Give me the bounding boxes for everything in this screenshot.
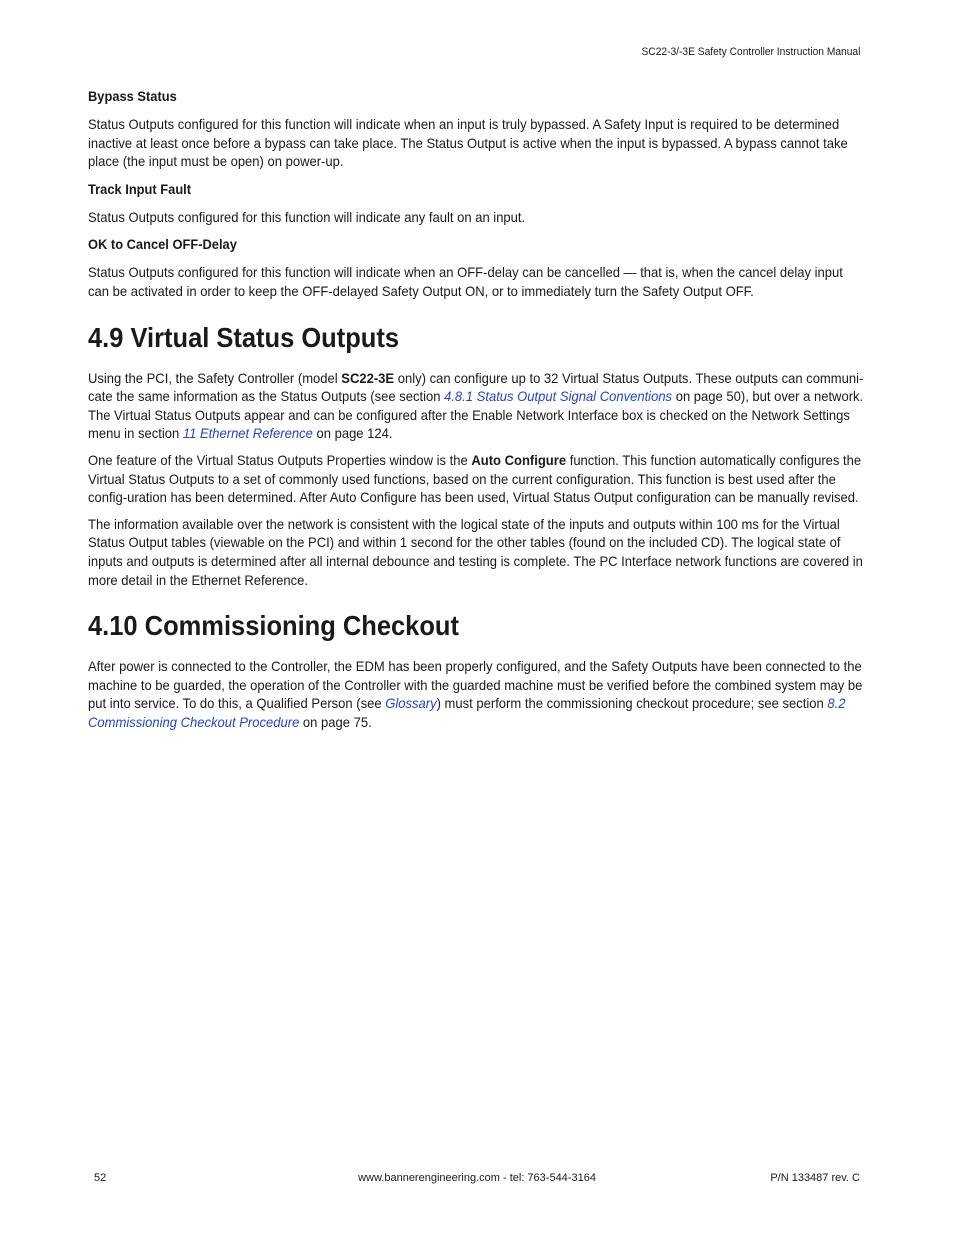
text-run: on page 124. — [312, 425, 393, 442]
auto-configure-term: Auto Configure — [471, 451, 567, 468]
footer-contact: www.bannerengineering.com - tel: 763-544-3164 — [358, 1172, 596, 1184]
page-number: 52 — [94, 1172, 107, 1184]
glossary-link[interactable]: Glossary — [385, 695, 437, 712]
track-input-fault-paragraph: Status Outputs configured for this function will indicate any fault on an input. — [88, 208, 526, 225]
virtual-status-paragraph-3: The information available over the network is consistent with the logical state of the inputs and outputs within 100 ms for the Virtual Status Output tables (viewable on the PCI) and within 1 second for the other tables (found on the included CD). The logical state of inputs and outputs is determined after all internal debounce and testing is complete. The PC Interface network functions are covered in more detail in the Ethernet Reference. — [88, 515, 863, 588]
bypass-status-paragraph: Status Outputs configured for this function will indicate when an input is truly bypassed. A Safety Input is required to be determined inactive at least once before a bypass can take place. The Status Output is active when the input is bypassed. A bypass cannot take place (the input must be open) on power-up. — [88, 116, 848, 170]
text-run: only) can configure up to 32 Virtual Status Outputs. These outputs can communi-cate the same information as the Status Outputs (see section — [88, 369, 864, 405]
virtual-status-outputs-title: 4.9 Virtual Status Outputs — [88, 321, 400, 353]
text-run: After power is connected to the Controller, the EDM has been properly configured, and the Safety Outputs have been connected to the machine to be guarded, the operation of the Controller with the guarded machine must be verified before the combined system may be put into service. To do this, a Qualified Person (see — [88, 658, 863, 712]
model-name: SC22-3E — [341, 369, 395, 386]
ok-to-cancel-paragraph: Status Outputs configured for this function will indicate when an OFF-delay can be cancelled — that is, when the cancel delay input can be activated in order to keep the OFF-delayed Safety Output ON, or to immediately turn the Safety Output OFF. — [88, 264, 843, 299]
text-run: on page 75. — [299, 713, 372, 730]
text-run: on page 50), but over a network. The Virtual Status Outputs appear and can be configured after the Enable Network Interface box is checked on the Network Settings menu in section — [88, 388, 864, 442]
text-run: Using the PCI, the Safety Controller (model — [88, 369, 342, 386]
text-run: One feature of the Virtual Status Outputs Properties window is the — [88, 451, 472, 468]
status-output-conventions-link[interactable]: 4.8.1 Status Output Signal Conventions — [444, 388, 673, 405]
commissioning-checkout-title: 4.10 Commissioning Checkout — [88, 610, 459, 642]
virtual-status-paragraph-2 — [88, 451, 867, 507]
bypass-status-heading: Bypass Status — [88, 88, 177, 104]
page-content — [88, 86, 868, 739]
ethernet-reference-link[interactable]: 11 Ethernet Reference — [182, 425, 313, 442]
track-input-fault-heading: Track Input Fault — [88, 180, 192, 197]
commissioning-procedure-link[interactable]: 8.2 Commissioning Checkout Procedure — [88, 695, 846, 730]
running-header: SC22-3/-3E Safety Controller Instruction Manual — [641, 46, 860, 58]
part-number: P/N 133487 rev. C — [770, 1172, 860, 1184]
commissioning-paragraph — [88, 657, 867, 731]
ok-to-cancel-heading: OK to Cancel OFF-Delay — [88, 236, 237, 253]
virtual-status-paragraph-1 — [88, 369, 867, 443]
text-run: function. This function automatically configures the Virtual Status Outputs to a set of commonly used functions, based on the current configuration. This function is best used after the config-uration has been determined. After Auto Configure has been used, Virtual Status Output configuration can be manually revised. — [88, 451, 862, 506]
text-run: ) must perform the commissioning checkout procedure; see section — [436, 695, 828, 712]
